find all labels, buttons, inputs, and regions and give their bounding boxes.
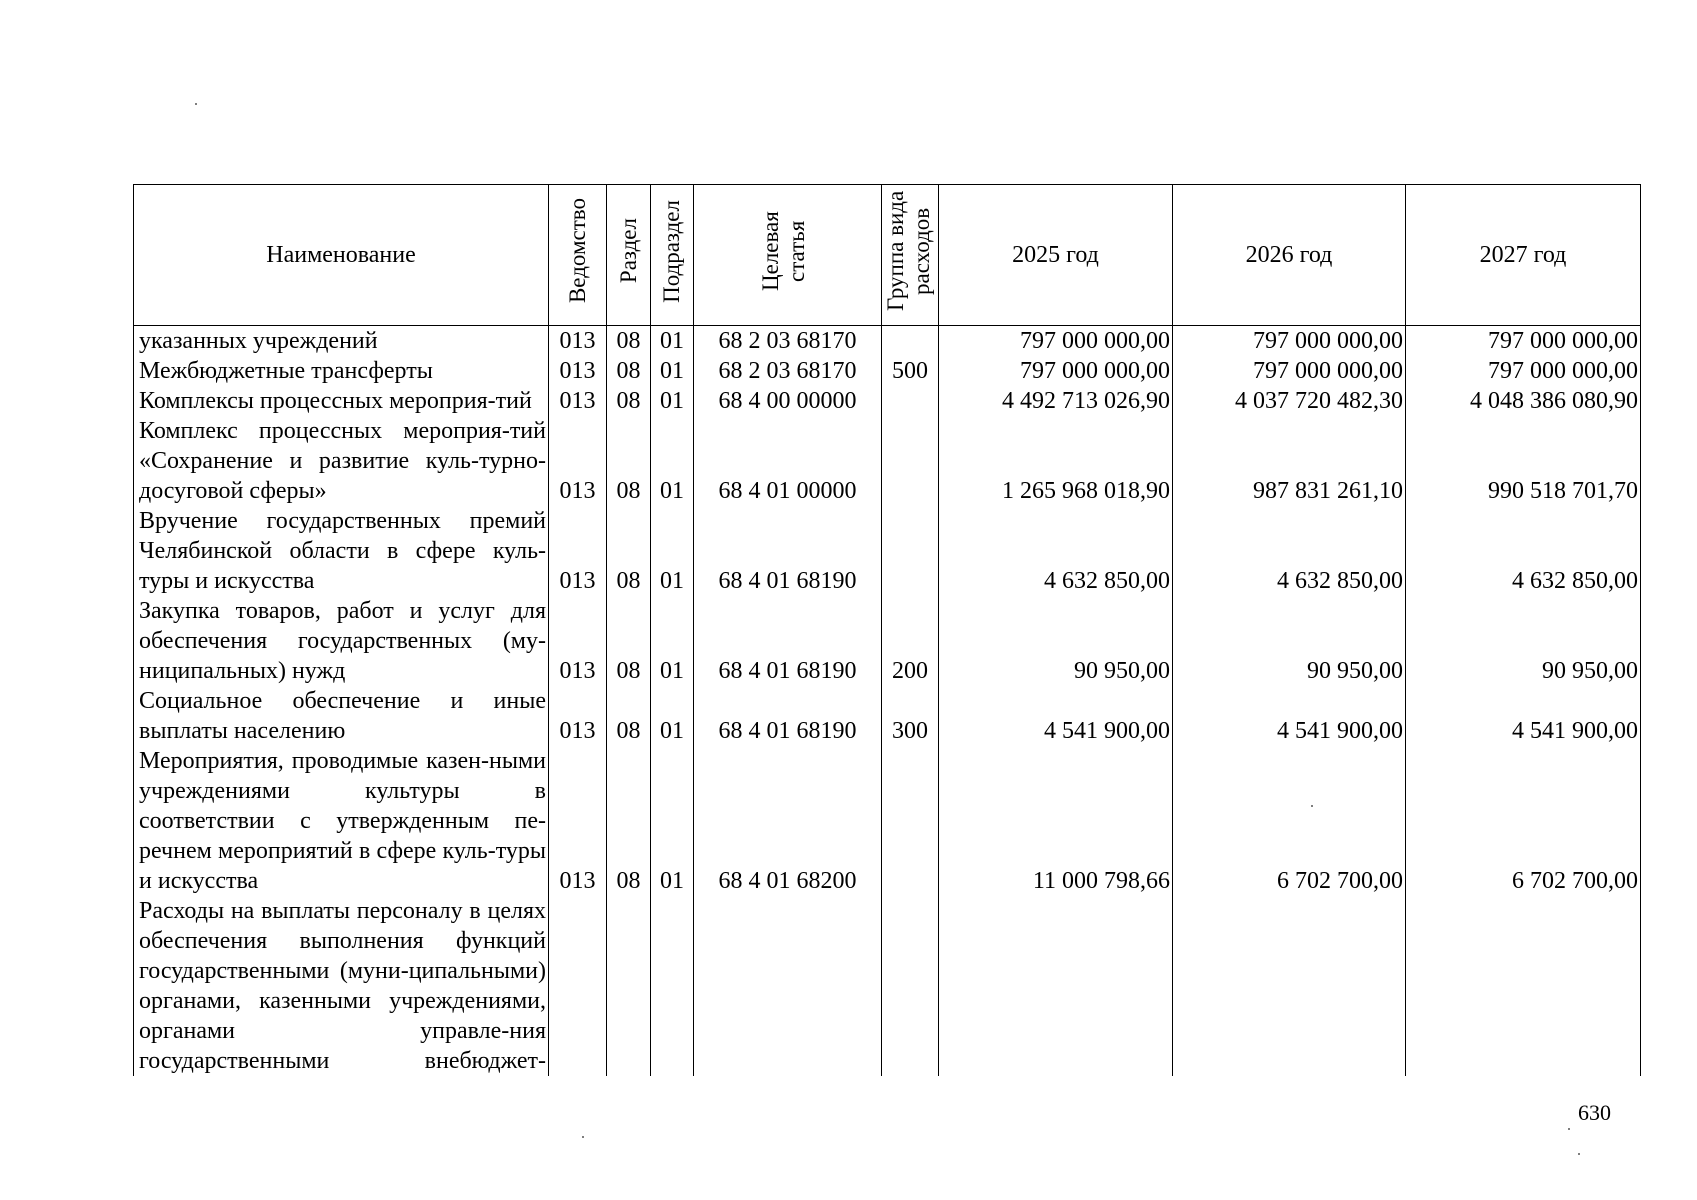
table-row [134,896,1641,1076]
cell-subsection: 01 [651,746,694,896]
cell-name: Межбюджетные трансферты [134,356,549,386]
cell-2025: 4 541 900,00 [939,686,1173,746]
cell-section: 08 [607,416,651,506]
table-row [134,356,1641,386]
cell-target [694,896,882,1076]
table-row [134,686,1641,746]
cell-2026 [1173,896,1406,1076]
cell-section: 08 [607,356,651,386]
table-row [134,746,1641,896]
cell-2027: 6 702 700,00 [1406,746,1641,896]
cell-section [607,896,651,1076]
cell-2027 [1406,896,1641,1076]
cell-dept: 013 [549,506,607,596]
page-number: 630 [1578,1100,1611,1125]
cell-expense-group [882,326,939,357]
scan-speck [1578,1153,1580,1155]
cell-subsection: 01 [651,326,694,357]
cell-section: 08 [607,686,651,746]
cell-2025: 797 000 000,00 [939,356,1173,386]
header-dept: Ведомство [549,185,607,326]
cell-subsection [651,896,694,1076]
cell-name: Расходы на выплаты персоналу в целях обеспечения выполнения функций государственными (муни-ципальными) органами, казенными учреждениями, органами управле-ния государственными внебюджет- [134,896,549,1076]
cell-expense-group [882,386,939,416]
cell-2027: 990 518 701,70 [1406,416,1641,506]
header-expense-group: Группа вида расходов [882,185,939,326]
cell-dept [549,896,607,1076]
cell-dept: 013 [549,686,607,746]
cell-section: 08 [607,746,651,896]
header-target: Целевая статья [694,185,882,326]
cell-target: 68 4 01 68190 [694,686,882,746]
cell-target: 68 4 01 68190 [694,506,882,596]
cell-2025: 11 000 798,66 [939,746,1173,896]
cell-expense-group [882,416,939,506]
cell-subsection: 01 [651,686,694,746]
cell-subsection: 01 [651,386,694,416]
header-section: Раздел [607,185,651,326]
cell-dept: 013 [549,386,607,416]
header-name: Наименование [134,185,549,326]
cell-2027: 797 000 000,00 [1406,356,1641,386]
cell-2027: 797 000 000,00 [1406,326,1641,357]
table-header-row [134,185,1641,326]
cell-2026: 797 000 000,00 [1173,326,1406,357]
cell-2026: 4 632 850,00 [1173,506,1406,596]
cell-2025: 4 632 850,00 [939,506,1173,596]
cell-section: 08 [607,386,651,416]
cell-2026: 4 541 900,00 [1173,686,1406,746]
cell-name: указанных учреждений [134,326,549,357]
table-row [134,416,1641,506]
cell-target: 68 2 03 68170 [694,356,882,386]
cell-section: 08 [607,596,651,686]
scan-speck [1568,1128,1570,1130]
table-body [134,326,1641,1077]
cell-2025: 1 265 968 018,90 [939,416,1173,506]
cell-name: Комплекс процессных мероприя-тий «Сохранение и развитие куль-турно-досуговой сферы» [134,416,549,506]
budget-table [133,184,1641,1076]
cell-name: Социальное обеспечение и иные выплаты населению [134,686,549,746]
cell-2025: 4 492 713 026,90 [939,386,1173,416]
cell-name: Комплексы процессных мероприя-тий [134,386,549,416]
cell-2026: 6 702 700,00 [1173,746,1406,896]
cell-2025: 797 000 000,00 [939,326,1173,357]
cell-target: 68 4 01 00000 [694,416,882,506]
cell-subsection: 01 [651,356,694,386]
table-row [134,386,1641,416]
cell-dept: 013 [549,326,607,357]
cell-expense-group [882,506,939,596]
header-2025: 2025 год [939,185,1173,326]
header-subsection: Подраздел [651,185,694,326]
cell-name: Закупка товаров, работ и услуг для обеспечения государственных (му-ниципальных) нужд [134,596,549,686]
cell-dept: 013 [549,596,607,686]
cell-2026: 4 037 720 482,30 [1173,386,1406,416]
cell-2027: 4 048 386 080,90 [1406,386,1641,416]
cell-2027: 90 950,00 [1406,596,1641,686]
cell-target: 68 2 03 68170 [694,326,882,357]
cell-name: Вручение государственных премий Челябинской области в сфере куль-туры и искусства [134,506,549,596]
cell-target: 68 4 01 68200 [694,746,882,896]
cell-dept: 013 [549,356,607,386]
cell-subsection: 01 [651,506,694,596]
table-row [134,596,1641,686]
cell-2025: 90 950,00 [939,596,1173,686]
cell-2026: 987 831 261,10 [1173,416,1406,506]
cell-expense-group [882,896,939,1076]
table-row [134,506,1641,596]
cell-2026: 797 000 000,00 [1173,356,1406,386]
table-row [134,326,1641,357]
cell-target: 68 4 01 68190 [694,596,882,686]
cell-2025 [939,896,1173,1076]
cell-expense-group [882,746,939,896]
scan-speck [582,1136,584,1138]
cell-2027: 4 632 850,00 [1406,506,1641,596]
cell-subsection: 01 [651,596,694,686]
cell-expense-group: 500 [882,356,939,386]
cell-name: Мероприятия, проводимые казен-ными учреждениями культуры в соответствии с утвержденным пе-речнем мероприятий в сфере куль-туры и искусства [134,746,549,896]
header-2027: 2027 год [1406,185,1641,326]
cell-section: 08 [607,506,651,596]
cell-expense-group: 200 [882,596,939,686]
cell-2026: 90 950,00 [1173,596,1406,686]
cell-subsection: 01 [651,416,694,506]
cell-2027: 4 541 900,00 [1406,686,1641,746]
cell-target: 68 4 00 00000 [694,386,882,416]
cell-expense-group: 300 [882,686,939,746]
cell-dept: 013 [549,746,607,896]
cell-section: 08 [607,326,651,357]
header-2026: 2026 год [1173,185,1406,326]
cell-dept: 013 [549,416,607,506]
scan-speck [1311,805,1313,807]
scan-speck [195,103,197,105]
